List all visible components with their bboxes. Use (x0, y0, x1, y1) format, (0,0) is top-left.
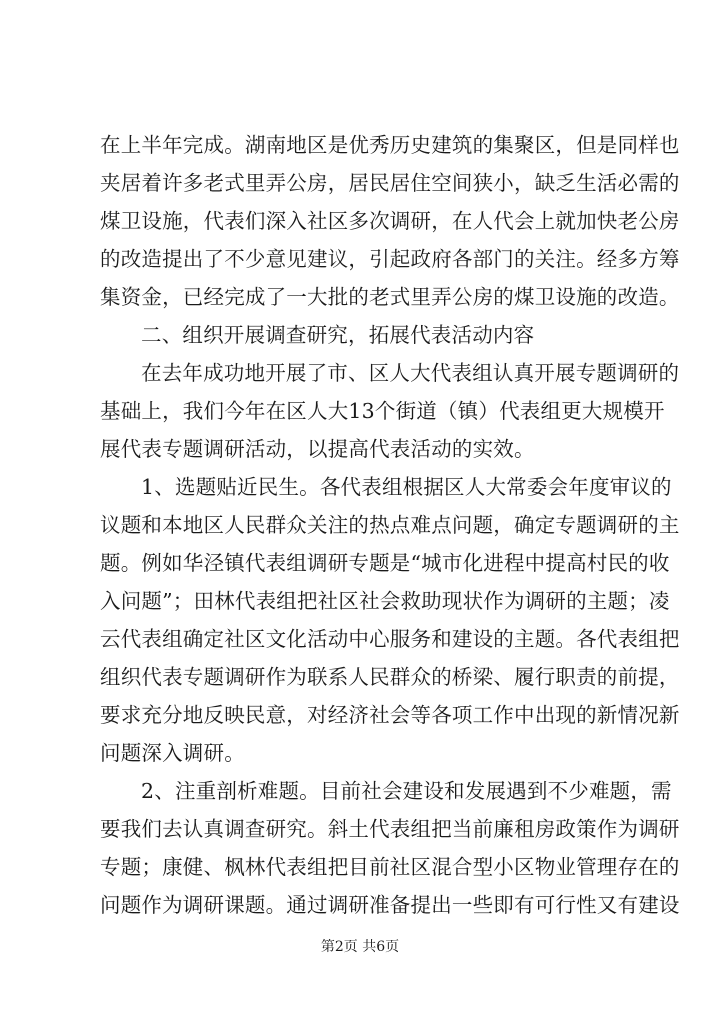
text-line: 基础上，我们今年在区人大13个街道（镇）代表组更大规模开 (100, 399, 665, 423)
text-line: 的改造提出了不少意见建议，引起政府各部门的关注。经多方筹 (100, 247, 680, 271)
text-line: 1、选题贴近民生。各代表组根据区人大常委会年度审议的 (141, 475, 672, 499)
text-line: 2、注重剖析难题。目前社会建设和发展遇到不少难题，需 (141, 779, 672, 803)
text-line: 要我们去认真调查研究。斜土代表组把当前廉租房政策作为调研 (100, 817, 680, 841)
text-line: 议题和本地区人民群众关注的热点难点问题，确定专题调研的主 (100, 513, 680, 537)
text-line: 组织代表专题调研作为联系人民群众的桥梁、履行职责的前提， (100, 665, 680, 689)
text-line: 要求充分地反映民意，对经济社会等各项工作中出现的新情况新 (100, 703, 680, 727)
text-line: 专题；康健、枫林代表组把目前社区混合型小区物业管理存在的 (100, 855, 680, 879)
text-line: 在上半年完成。湖南地区是优秀历史建筑的集聚区，但是同样也 (100, 133, 680, 157)
text-line: 煤卫设施，代表们深入社区多次调研，在人代会上就加快老公房 (100, 209, 680, 233)
text-line: 题。例如华泾镇代表组调研专题是“城市化进程中提高村民的收 (100, 551, 670, 575)
text-line: 入问题”；田林代表组把社区社会救助现状作为调研的主题；凌 (100, 589, 670, 613)
page-footer: 第2页 共6页 (320, 939, 400, 955)
text-line: 集资金，已经完成了一大批的老式里弄公房的煤卫设施的改造。 (100, 285, 680, 309)
text-line: 问题深入调研。 (100, 741, 245, 765)
text-line: 云代表组确定社区文化活动中心服务和建设的主题。各代表组把 (100, 627, 680, 651)
text-line: 在去年成功地开展了市、区人大代表组认真开展专题调研的 (141, 361, 680, 385)
text-line: 夹居着许多老式里弄公房，居民居住空间狭小，缺乏生活必需的 (100, 171, 680, 195)
text-line: 问题作为调研课题。通过调研准备提出一些即有可行性又有建设 (100, 893, 680, 917)
section-heading: 二、组织开展调查研究，拓展代表活动内容 (141, 323, 535, 347)
text-line: 展代表专题调研活动，以提高代表活动的实效。 (100, 437, 535, 461)
